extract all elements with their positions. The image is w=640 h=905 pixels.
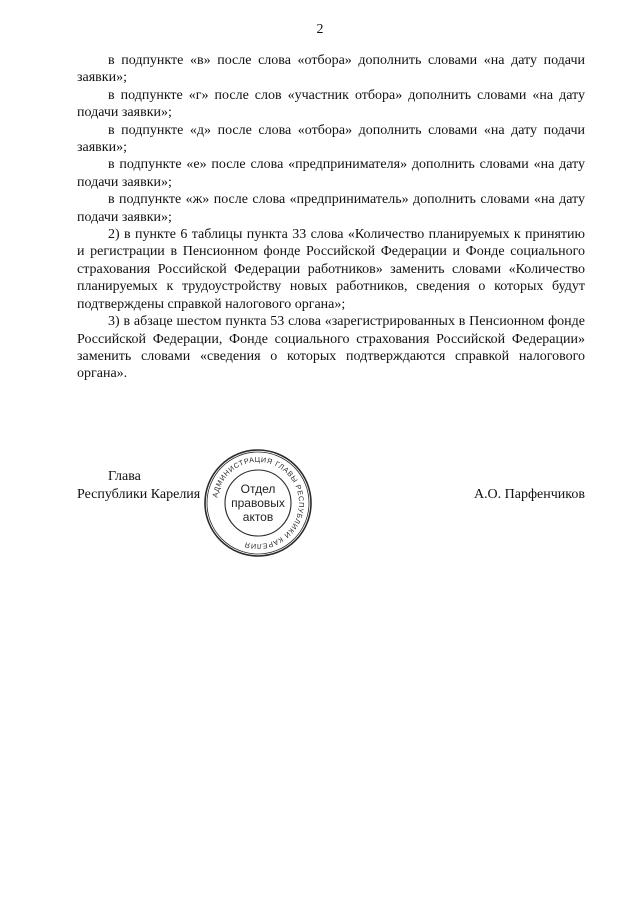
page-number: 2 xyxy=(316,22,324,37)
signatory-title-line1: Глава xyxy=(108,469,141,484)
paragraph-subitem-v: в подпункте «в» после слова «отбора» дополнить словами «на дату подачи заявки»; xyxy=(77,53,585,86)
stamp-text-line2: правовых xyxy=(231,496,285,510)
paragraph-item-2: 2) в пункте 6 таблицы пункта 33 слова «Количество планируемых к принятию и регистрации в Пенсионном фонде Российской Федерации и Фонде социального страхования Российской Федерации работников» заменить словами «Количество планируемых к трудоустройству новых работников, сведения о которых будут подтверждены справкой налогового органа»; xyxy=(77,227,585,312)
paragraph-subitem-g: в подпункте «г» после слов «участник отбора» дополнить словами «на дату подачи заявки»; xyxy=(77,87,585,121)
paragraph-subitem-d: в подпункте «д» после слова «отбора» дополнить словами «на дату подачи заявки»; xyxy=(77,122,585,156)
document-body xyxy=(77,52,585,383)
signature-block xyxy=(77,468,585,578)
stamp-ring-text: АДМИНИСТРАЦИЯ ГЛАВЫ РЕСПУБЛИКИ КАРЕЛИЯ xyxy=(210,454,307,552)
paragraph-subitem-e: в подпункте «е» после слова «предпринимателя» дополнить словами «на дату подачи заявки»; xyxy=(77,157,585,190)
signatory-name: А.О. Парфенчиков xyxy=(473,487,585,502)
official-stamp-icon xyxy=(203,448,313,558)
paragraph-item-3: 3) в абзаце шестом пункта 53 слова «зарегистрированных в Пенсионном фонде Российской Федерации, Фонде социального страхования Российской Федерации» заменить словами «сведения о которых подтверждаются справкой налогового органа». xyxy=(77,314,585,382)
signatory-title-line2: Республики Карелия xyxy=(77,487,201,502)
stamp-text-line3: актов xyxy=(242,510,274,524)
stamp-text-line1: Отдел xyxy=(240,482,276,496)
paragraph-subitem-zh: в подпункте «ж» после слова «предприниматель» дополнить словами «на дату подачи заявки»; xyxy=(77,192,585,225)
